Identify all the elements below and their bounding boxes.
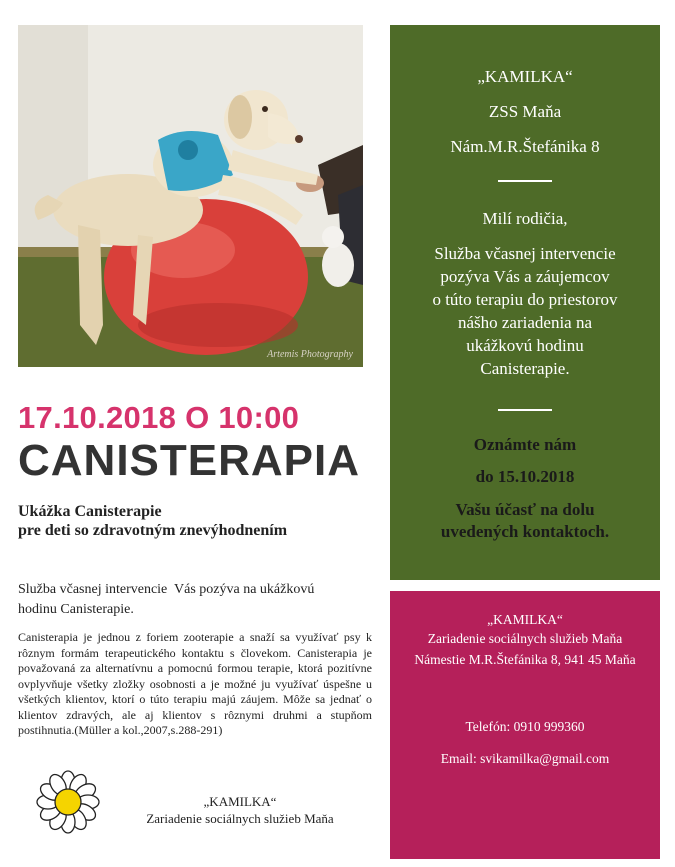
daisy-logo-icon <box>30 770 106 834</box>
intro-line-2: hodinu Canisterapie. <box>18 602 134 617</box>
event-date-time: 17.10.2018 O 10:00 <box>18 400 300 435</box>
invitation-body-line: o túto terapiu do priestorov <box>432 290 618 309</box>
invitation-panel <box>390 25 660 580</box>
contact-phone[interactable]: Telefón: 0910 999360 <box>465 719 585 734</box>
rsvp-line-1: Oznámte nám <box>473 435 577 454</box>
contact-email[interactable]: Email: svikamilka@gmail.com <box>440 751 610 766</box>
rsvp-line-4: uvedených kontaktoch. <box>440 522 610 541</box>
subtitle-line-2: pre deti so zdravotným znevýhodnením <box>18 522 288 539</box>
invitation-greeting: Milí rodičia, <box>482 209 568 228</box>
contact-address: Námestie M.R.Štefánika 8, 941 45 Maňa <box>414 652 636 667</box>
event-headline: CANISTERAPIA <box>18 436 361 485</box>
canistherapy-description: Canisterapia je jednou z foriem zooterapie a snaží sa využívať psy k rôznym formám terapeutického kontaktu s človekom. Canisterapia je považovaná za alternatívnu a pomocnú formou terapie, ktorá pozitívne ovplyvňuje všetky zložky osobnosti a je možné ju využívať úspešne u všetkých klientov, ktorí o túto terapiu majú záujem. Môže sa jednať o klientov zdravých, ale aj klientov s rôznymi druhmi a stupňom postihnutia.(Müller a kol.,2007,s.288-291) <box>18 630 372 737</box>
photo-credit: Artemis Photography <box>267 349 353 360</box>
invitation-org-short: ZSS Maňa <box>488 102 562 121</box>
invitation-body-line: Služba včasnej intervencie <box>434 244 616 263</box>
intro-line-1: Služba včasnej intervencie Vás pozýva na ukážkovú <box>18 582 315 597</box>
divider <box>498 180 552 182</box>
event-subtitle <box>18 502 368 540</box>
invitation-body-line: Canisterapie. <box>480 359 570 378</box>
rsvp-line-3: Vašu účasť na dolu <box>455 500 595 519</box>
invitation-body-line: nášho zariadenia na <box>457 313 593 332</box>
invitation-body-line: ukážkovú hodinu <box>466 336 584 355</box>
footer-org-subtitle: Zariadenie sociálnych služieb Maňa <box>146 811 334 826</box>
footer-organization <box>115 793 365 827</box>
contact-org-name: „KAMILKA“ <box>487 612 563 627</box>
event-intro <box>18 580 368 620</box>
footer-org-name: „KAMILKA“ <box>203 794 277 809</box>
contact-org-full: Zariadenie sociálnych služieb Maňa <box>427 631 623 646</box>
subtitle-line-1: Ukážka Canisterapie <box>18 503 162 520</box>
invitation-org-name: „KAMILKA“ <box>477 67 573 86</box>
invitation-address: Nám.M.R.Štefánika 8 <box>450 137 600 156</box>
dog-therapy-photo <box>18 25 363 367</box>
divider <box>498 409 552 411</box>
invitation-body-line: pozýva Vás a záujemcov <box>440 267 610 286</box>
rsvp-deadline: do 15.10.2018 <box>475 467 575 486</box>
contact-panel <box>390 591 660 859</box>
